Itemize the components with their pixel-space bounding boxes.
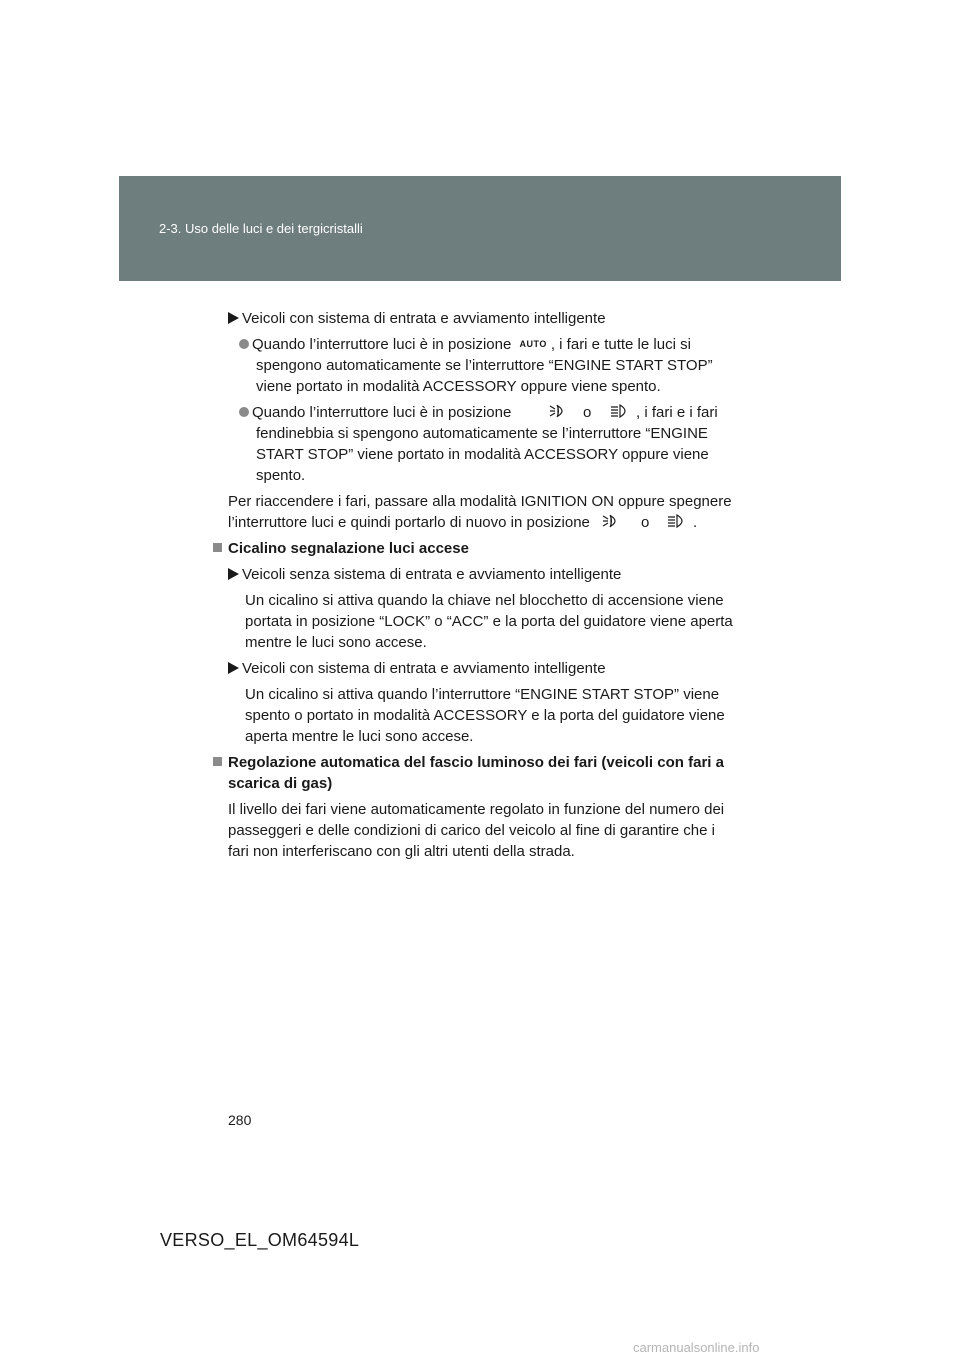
subheading-no-smart-entry: Veicoli senza sistema di entrata e avviamento intelligente: [228, 564, 621, 585]
section-header-bar: [119, 176, 841, 281]
square-bullet-icon: [213, 543, 222, 552]
triangle-bullet-icon: [228, 568, 239, 580]
paragraph-buzzer-1-line-2: portata in posizione “LOCK” o “ACC” e la porta del guidatore viene aperta: [245, 613, 733, 630]
paragraph-buzzer-1-line-1: Un cicalino si attiva quando la chiave nel blocchetto di accensione viene: [245, 592, 724, 609]
bullet-item-2-line-4: spento.: [256, 467, 306, 484]
headlight-icon: [609, 403, 631, 425]
heading-auto-leveling-line-1: Regolazione automatica del fascio luminoso dei fari (veicoli con fari a: [213, 752, 724, 773]
heading-auto-leveling-line-2: scarica di gas): [228, 775, 333, 792]
paragraph-buzzer-2-line-2: spento o portato in modalità ACCESSORY e la porta del guidatore viene: [245, 707, 725, 724]
headlight-icon: [666, 513, 688, 535]
bullet-item-2-line-1: Quando l’interruttore luci è in posizione: [239, 402, 511, 423]
paragraph-leveling-line-2: passeggeri e delle condizioni di carico del veicolo al fine di garantire che i: [228, 822, 715, 839]
paragraph-relight-line-1: Per riaccendere i fari, passare alla modalità IGNITION ON oppure spegnere: [228, 493, 732, 510]
front-fog-light-icon: [547, 403, 569, 425]
paragraph-buzzer-2-line-3: aperta mentre le luci sono accese.: [245, 728, 474, 745]
triangle-bullet-icon: [228, 312, 239, 324]
front-fog-light-icon: [600, 513, 622, 535]
bullet-item-1-line-2: spengono automaticamente se l’interruttore “ENGINE START STOP”: [256, 357, 713, 374]
square-bullet-icon: [213, 757, 222, 766]
paragraph-buzzer-1-line-3: mentre le luci sono accese.: [245, 634, 427, 651]
section-title: 2-3. Uso delle luci e dei tergicristalli: [159, 221, 363, 236]
subheading-smart-entry: Veicoli con sistema di entrata e avviamento intelligente: [228, 308, 606, 329]
or-word: o: [641, 514, 650, 531]
sentence-end: .: [693, 514, 698, 531]
page-number: 280: [228, 1112, 252, 1128]
auto-switch-icon: AUTO: [519, 339, 547, 349]
heading-lights-on-buzzer: Cicalino segnalazione luci accese: [213, 538, 469, 559]
round-bullet-icon: [239, 339, 249, 349]
paragraph-buzzer-2-line-1: Un cicalino si attiva quando l’interruttore “ENGINE START STOP” viene: [245, 686, 720, 703]
bullet-item-1-line-1: Quando l’interruttore luci è in posizione AUTO , i fari e tutte le luci si: [239, 334, 735, 355]
round-bullet-icon: [239, 407, 249, 417]
bullet-item-2-line-2: fendinebbia si spengono automaticamente se l’interruttore “ENGINE: [256, 425, 708, 442]
bullet-item-2-line-3: START STOP” viene portato in modalità ACCESSORY oppure viene: [256, 446, 709, 463]
subheading-smart-entry-2: Veicoli con sistema di entrata e avviamento intelligente: [228, 658, 606, 679]
paragraph-leveling-line-1: Il livello dei fari viene automaticamente regolato in funzione del numero dei: [228, 801, 725, 818]
bullet-item-2-line-1-end: , i fari e i fari: [636, 404, 718, 421]
paragraph-relight-line-2: l’interruttore luci e quindi portarlo di nuovo in posizione: [228, 514, 590, 531]
paragraph-leveling-line-3: fari non interferiscano con gli altri utenti della strada.: [228, 843, 575, 860]
triangle-bullet-icon: [228, 662, 239, 674]
watermark: carmanualsonline.info: [633, 1340, 760, 1355]
bullet-item-1-line-3: viene portato in modalità ACCESSORY oppure viene spento.: [256, 378, 661, 395]
or-word: o: [583, 404, 592, 421]
document-id: VERSO_EL_OM64594L: [160, 1230, 360, 1250]
